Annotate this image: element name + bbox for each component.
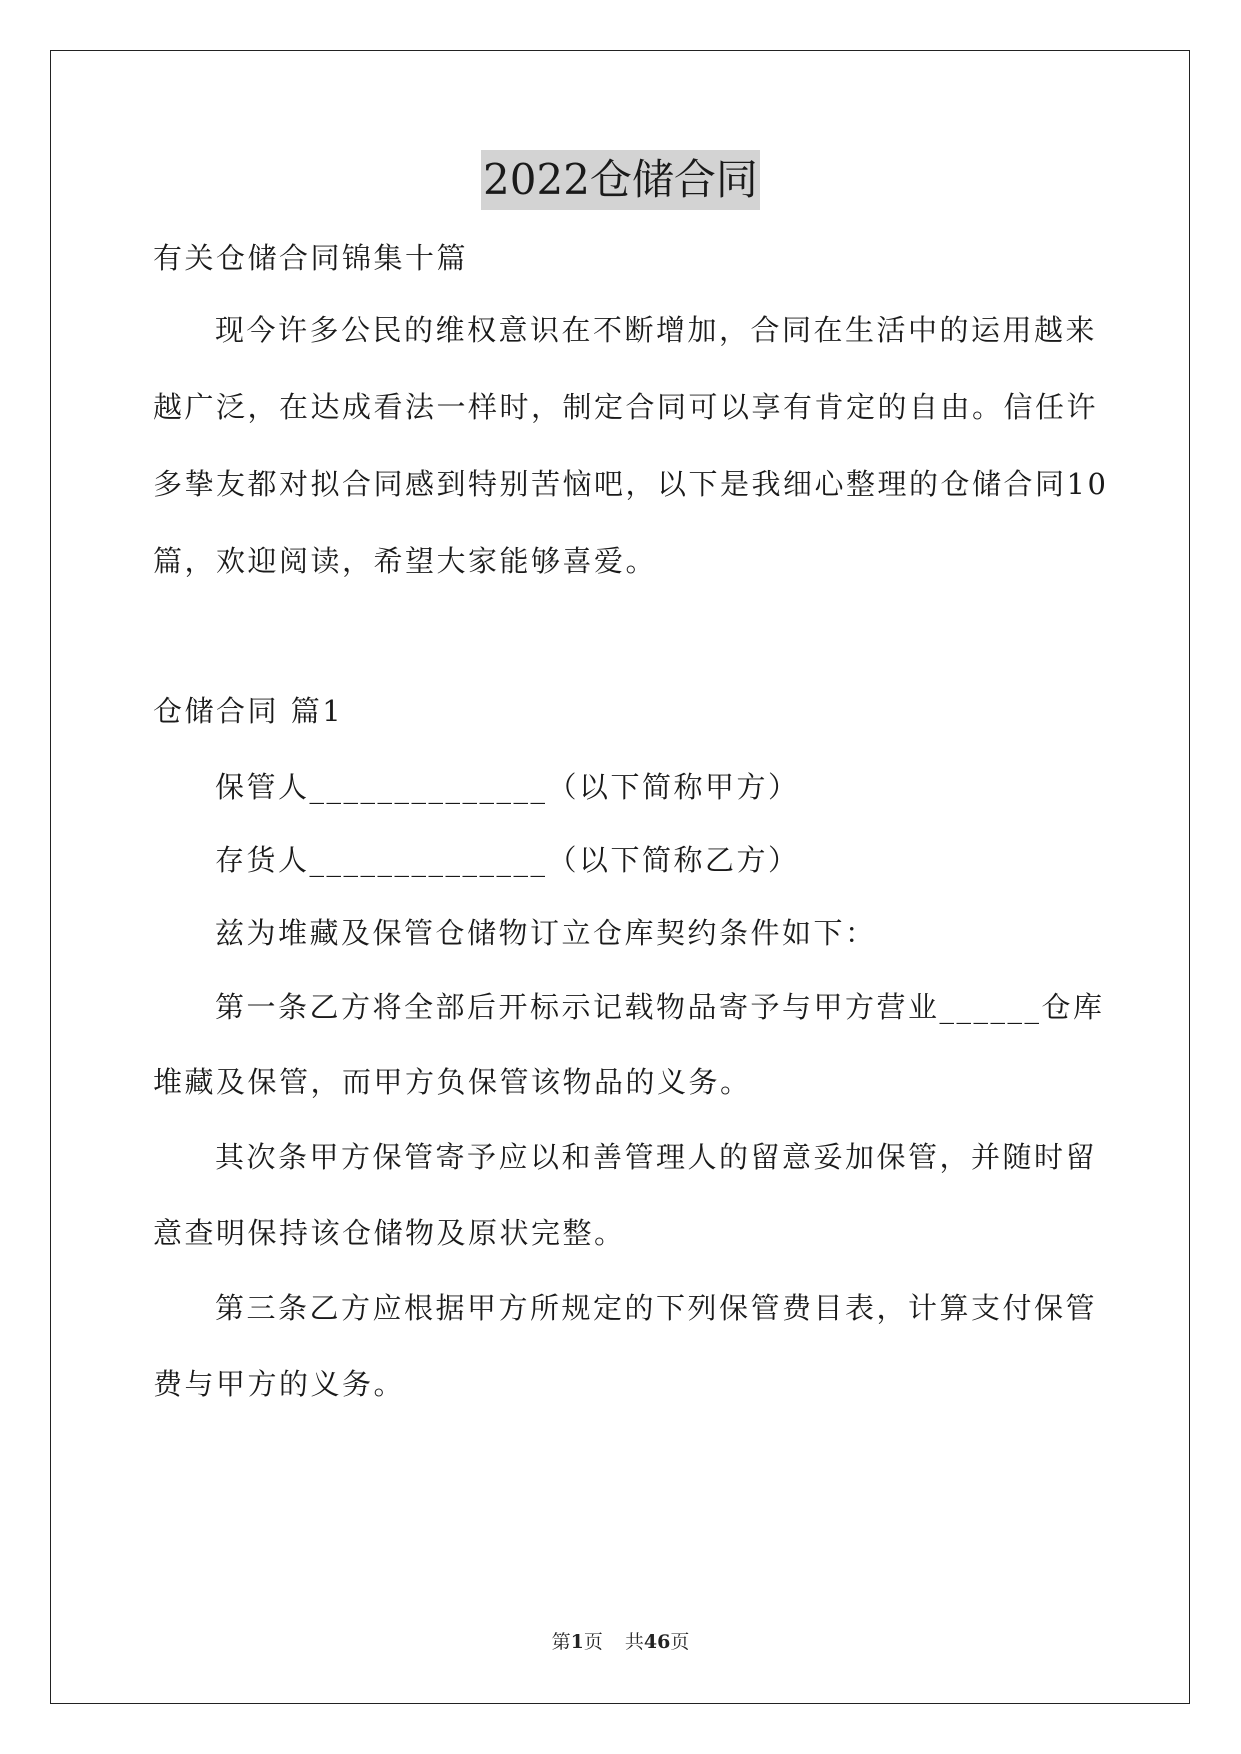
keeper-line: 保管人______________（以下简称甲方） bbox=[215, 770, 800, 804]
intro-line: 多挚友都对拟合同感到特别苦恼吧，以下是我细心整理的仓储合同10 bbox=[153, 467, 1109, 501]
document-title: 2022仓储合同 bbox=[481, 150, 760, 210]
page-label-suffix: 页 bbox=[583, 1631, 603, 1653]
article-1-line: 第一条乙方将全部后开标示记载物品寄予与甲方营业______仓库 bbox=[215, 990, 1105, 1024]
page-footer bbox=[0, 1627, 1241, 1654]
intro-line: 现今许多公民的维权意识在不断增加，合同在生活中的运用越来 bbox=[215, 313, 1098, 347]
article-3-line: 第三条乙方应根据甲方所规定的下列保管费目表，计算支付保管 bbox=[215, 1291, 1098, 1325]
total-label-prefix: 共 bbox=[624, 1631, 644, 1653]
page-label-prefix: 第 bbox=[551, 1631, 571, 1653]
article-1-line: 堆藏及保管，而甲方负保管该物品的义务。 bbox=[153, 1065, 752, 1099]
article-3-line: 费与甲方的义务。 bbox=[153, 1367, 406, 1401]
total-label-suffix: 页 bbox=[670, 1631, 690, 1653]
section-heading: 仓储合同 篇1 bbox=[153, 694, 344, 728]
intro-line: 篇，欢迎阅读，希望大家能够喜爱。 bbox=[153, 544, 658, 578]
page-number: 1 bbox=[570, 1631, 584, 1653]
subtitle: 有关仓储合同锦集十篇 bbox=[153, 241, 469, 275]
intro-line: 越广泛，在达成看法一样时，制定合同可以享有肯定的自由。信任许 bbox=[153, 390, 1099, 424]
total-pages: 46 bbox=[643, 1631, 671, 1653]
depositor-line: 存货人______________（以下简称乙方） bbox=[215, 843, 800, 877]
title-container bbox=[0, 150, 1241, 210]
article-2-line: 意查明保持该仓储物及原状完整。 bbox=[153, 1216, 626, 1250]
preamble: 兹为堆藏及保管仓储物订立仓库契约条件如下： bbox=[215, 916, 877, 950]
article-2-line: 其次条甲方保管寄予应以和善管理人的留意妥加保管，并随时留 bbox=[215, 1140, 1098, 1174]
